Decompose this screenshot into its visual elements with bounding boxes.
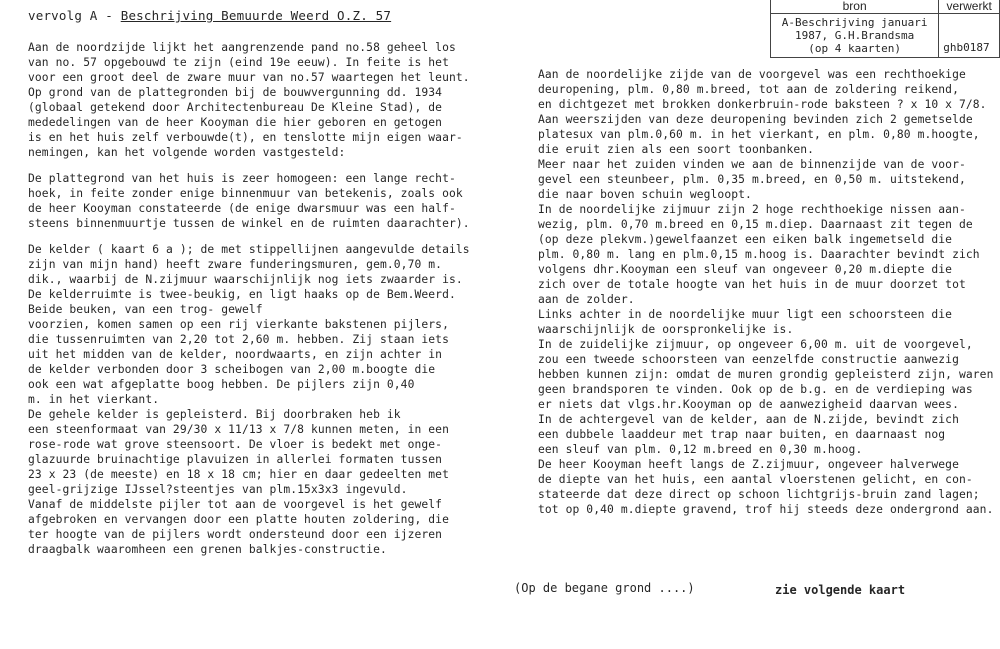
source-cell — [771, 14, 939, 58]
text-line: zijn van mijn hand) heeft zware funderingsmuren, gem.0,70 m. — [28, 258, 443, 271]
text-line: (op deze plekvm.)gewelfaanzet een eiken balk ingemetseld die — [538, 233, 953, 246]
text-line: voor een groot deel de zware muur van no.57 waartegen het leunt. — [28, 71, 470, 84]
text-line: geen brandsporen te vinden. Ook op de b.g. en de verdieping was — [538, 383, 973, 396]
text-line: de heer Kooyman constateerde (de enige dwarsmuur was een half- — [28, 202, 456, 215]
text-line: In de zuidelijke zijmuur, op ongeveer 6,00 m. uit de voorgevel, — [538, 338, 973, 351]
text-line: In de achtergevel van de kelder, aan de N.zijde, bevindt zich — [538, 413, 959, 426]
source-line: A-Beschrijving januari — [781, 16, 928, 29]
text-line: Vanaf de middelste pijler tot aan de voorgevel is het gewelf — [28, 498, 443, 511]
right-text-column — [538, 67, 994, 528]
text-line: die naar boven schuin wegloopt. — [538, 188, 752, 201]
text-line: dik., waarbij de N.zijmuur waarschijnlijk nog iets zwaarder is. — [28, 273, 463, 286]
left-text-column — [28, 40, 468, 568]
paragraph — [28, 171, 468, 231]
text-line: stateerde dat deze direct op schoon lichtgrijs-bruin zand lagen; — [538, 488, 980, 501]
text-line: zich over de totale hoogte van het huis in de muur doorzet tot — [538, 278, 966, 291]
text-line: (globaal getekend door Architectenbureau De Kleine Stad), de — [28, 101, 443, 114]
text-line: een sleuf van plm. 0,12 m.breed en 0,30 m.hoog. — [538, 443, 863, 456]
text-line: is en het huis zelf verbouwde(t), en tenslotte mijn eigen waar- — [28, 131, 463, 144]
paragraph — [28, 40, 468, 160]
text-line: er niets dat vlgs.hr.Kooyman op de aanwezigheid daarvan wees. — [538, 398, 959, 411]
page-title: Beschrijving Bemuurde Weerd O.Z. 57 — [120, 8, 392, 23]
text-line: glazuurde bruinachtige plavuizen in allerlei formaten tussen — [28, 453, 443, 466]
text-line: m. in het vierkant. — [28, 393, 160, 406]
text-line: tot op 0,40 m.diepte gravend, trof hij steeds deze ondergrond aan. — [538, 503, 994, 516]
text-line: draagbalk waaromheen een grenen balkjes-constructie. — [28, 543, 387, 556]
text-line: ook een wat afgeplatte boog hebben. De pijlers zijn 0,40 — [28, 378, 415, 391]
continuation-note: (Op de begane grond ....) — [514, 581, 695, 595]
source-info-table — [770, 0, 1000, 58]
text-line: Meer naar het zuiden vinden we aan de binnenzijde van de voor- — [538, 158, 966, 171]
text-line: aan de zolder. — [538, 293, 635, 306]
text-line: en dichtgezet met brokken donkerbruin-rode baksteen ? x 10 x 7/8. — [538, 98, 987, 111]
source-line: (op 4 kaarten) — [808, 42, 901, 55]
text-line: afgebroken en vervangen door een platte houten zoldering, die — [28, 513, 449, 526]
text-line: gevel een steunbeer, plm. 0,35 m.breed, en 0,50 m. uitstekend, — [538, 173, 966, 186]
text-line: De gehele kelder is gepleisterd. Bij doorbraken heb ik — [28, 408, 401, 421]
text-line: uit het midden van de kelder, noordwaarts, en zijn achter in — [28, 348, 443, 361]
source-line: 1987, G.H.Brandsma — [795, 29, 915, 42]
text-line: de diepte van het huis, een aantal vloerstenen gelicht, en con- — [538, 473, 973, 486]
text-line: Beide beuken, van een trog- gewelf — [28, 303, 263, 316]
text-line: zou een tweede schoorsteen van eenzelfde constructie aanwezig — [538, 353, 959, 366]
text-line: Aan de noordzijde lijkt het aangrenzende pand no.58 geheel los — [28, 41, 456, 54]
text-line: plm. 0,80 m. lang en plm.0,15 m.hoog is. Daarachter bevindt zich — [538, 248, 980, 261]
text-line: die eruit zien als een soort toonbanken. — [538, 143, 815, 156]
text-line: De kelderruimte is twee-beukig, en ligt haaks op de Bem.Weerd. — [28, 288, 456, 301]
text-line: de kelder verbonden door 3 scheibogen van 2,00 m.boogte die — [28, 363, 436, 376]
text-line: die tussenruimten van 2,20 tot 2,60 m. hebben. Zij staan iets — [28, 333, 449, 346]
header-prefix: vervolg A - — [28, 8, 121, 23]
text-line: een steenformaat van 29/30 x 11/13 x 7/8 kunnen meten, in een — [28, 423, 449, 436]
worked-cell: ghb0187 — [939, 14, 1000, 58]
text-line: 23 x 23 (de meeste) en 18 x 18 cm; hier en daar gedeelten met — [28, 468, 449, 481]
text-line: volgens dhr.Kooyman een sleuf van ongeveer 0,20 m.diepte die — [538, 263, 953, 276]
text-line: De heer Kooyman heeft langs de Z.zijmuur, ongeveer halverwege — [538, 458, 959, 471]
paragraph — [28, 242, 468, 557]
text-line: rose-rode wat grove steensoort. De vloer is bedekt met onge- — [28, 438, 443, 451]
text-line: De plattegrond van het huis is zeer homogeen: een lange recht- — [28, 172, 456, 185]
text-line: In de noordelijke zijmuur zijn 2 hoge rechthoekige nissen aan- — [538, 203, 966, 216]
text-line: Links achter in de noordelijke muur ligt een schoorsteen die — [538, 308, 953, 321]
text-line: hebben kunnen zijn: omdat de muren grondig gepleisterd zijn, waren — [538, 368, 994, 381]
text-line: steens binnenmuurtje tussen de winkel en de ruimten daarachter). — [28, 217, 470, 230]
text-line: deuropening, plm. 0,80 m.breed, tot aan de zoldering reikend, — [538, 83, 959, 96]
text-line: wezig, plm. 0,70 m.breed en 0,15 m.diep. Daarnaast zit tegen de — [538, 218, 973, 231]
text-line: voorzien, komen samen op een rij vierkante bakstenen pijlers, — [28, 318, 449, 331]
text-line: Aan weerszijden van deze deuropening bevinden zich 2 gemetselde — [538, 113, 973, 126]
text-line: Aan de noordelijke zijde van de voorgevel was een rechthoekige — [538, 68, 966, 81]
text-line: mededelingen van de heer Kooyman die hier geboren en getogen — [28, 116, 443, 129]
text-line: De kelder ( kaart 6 a ); de met stippellijnen aangevulde details — [28, 243, 470, 256]
text-line: geel-grijzige IJssel?steentjes van plm.15x3x3 ingevuld. — [28, 483, 408, 496]
text-line: platesux van plm.0,60 m. in het vierkant, en plm. 0,80 m.hoogte, — [538, 128, 980, 141]
text-line: waarschijnlijk de oorspronkelijke is. — [538, 323, 794, 336]
text-line: hoek, in feite zonder enige binnenmuur van betekenis, zoals ook — [28, 187, 463, 200]
worked-column-header: verwerkt — [939, 0, 1000, 14]
text-line: een dubbele laaddeur met trap naar buiten, en daarnaast nog — [538, 428, 946, 441]
next-card-note: zie volgende kaart — [775, 583, 906, 597]
page-header — [28, 8, 391, 23]
paragraph — [538, 67, 994, 517]
text-line: van no. 57 opgebouwd te zijn (eind 19e eeuw). In feite is het — [28, 56, 449, 69]
source-column-header: bron — [771, 0, 939, 14]
text-line: Op grond van de plattegronden bij de bouwvergunning dd. 1934 — [28, 86, 443, 99]
text-line: ter hoogte van de pijlers wordt ondersteund door een ijzeren — [28, 528, 443, 541]
text-line: nemingen, kan het volgende worden vastgesteld: — [28, 146, 346, 159]
